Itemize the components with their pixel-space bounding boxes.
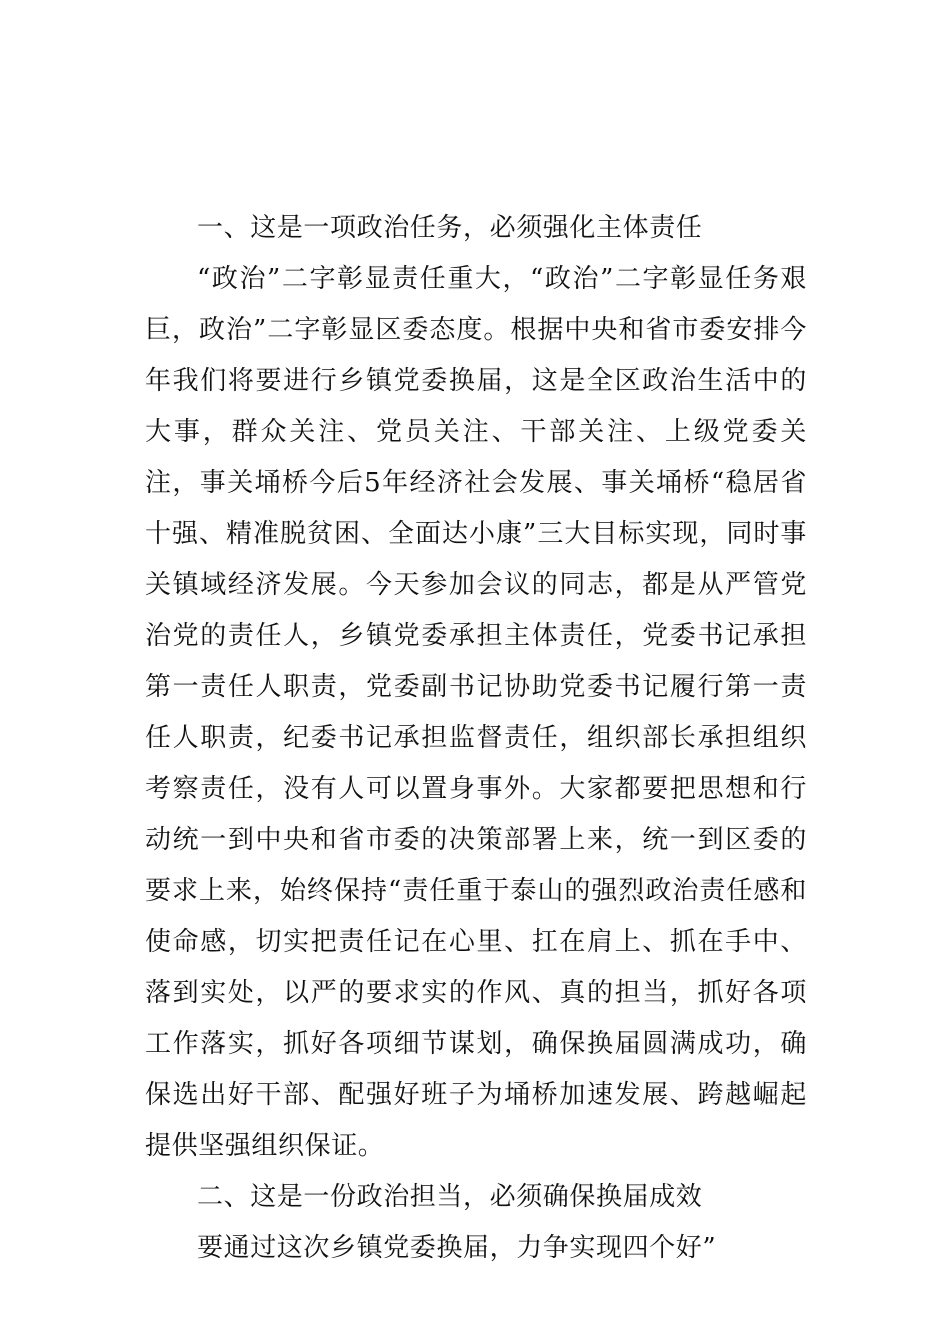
section-heading-1: 一、这是一项政治任务，必须强化主体责任	[197, 213, 703, 243]
document-body	[145, 203, 807, 1274]
body-paragraph-1: “政治”二字彰显责任重大，“政治”二字彰显任务艰巨，政治”二字彰显区委态度。根据中央和省市委安排今年我们将要进行乡镇党委换届，这是全区政治生活中的大事，群众关注、党员关注、干部关注、上级党委关注，事关埇桥今后5年经济社会发展、事关埇桥“稳居省十强、精准脱贫困、全面达小康”三大目标实现，同时事关镇域经济发展。今天参加会议的同志，都是从严管党治党的责任人，乡镇党委承担主体责任，党委书记承担第一责任人职责，党委副书记协助党委书记履行第一责任人职责，纪委书记承担监督责任，组织部长承担组织考察责任，没有人可以置身事外。大家都要把思想和行动统一到中央和省市委的决策部署上来，统一到区委的要求上来，始终保持“责任重于泰山的强烈政治责任感和使命感，切实把责任记在心里、扛在肩上、抓在手中、落到实处，以严的要求实的作风、真的担当，抓好各项工作落实，抓好各项细节谋划，确保换届圆满成功，确保选出好干部、配强好班子为埇桥加速发展、跨越崛起提供坚强组织保证。	[145, 264, 807, 1161]
body-paragraph-2: 要通过这次乡镇党委换届，力争实现四个好”	[197, 1233, 717, 1263]
section-heading-2: 二、这是一份政治担当，必须确保换届成效	[197, 1182, 703, 1212]
